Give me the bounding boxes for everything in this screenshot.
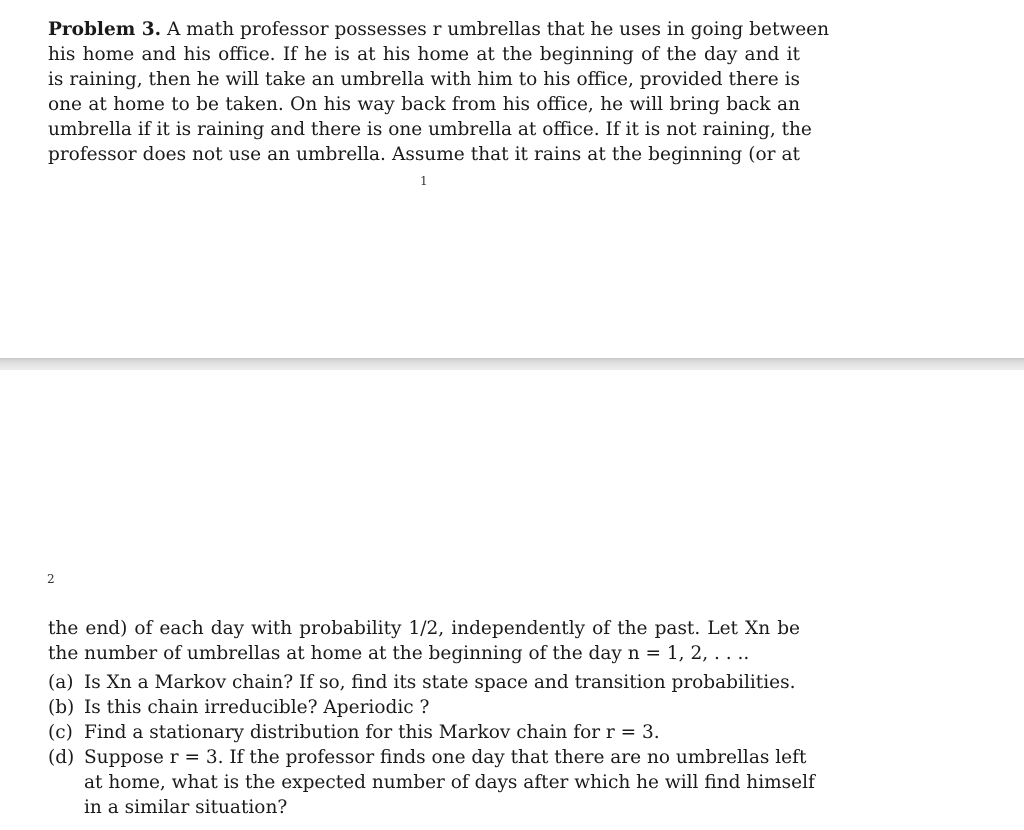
item-d-continuation-2: in a similar situation? xyxy=(84,797,288,818)
text-line-4: one at home to be taken. On his way back from his office, he will bring back an xyxy=(48,94,800,115)
page-number-1: 1 xyxy=(420,174,428,188)
item-text-b: Is this chain irreducible? Aperiodic ? xyxy=(84,697,430,718)
text-line-1 xyxy=(48,17,830,42)
text-line-6: professor does not use an umbrella. Assume that it rains at the beginning (or at xyxy=(48,144,800,165)
text-line-5: umbrella if it is raining and there is one umbrella at office. If it is not raining, the xyxy=(48,119,812,140)
item-label-d: (d) xyxy=(48,747,75,768)
item-text-d: Suppose r = 3. If the professor finds one day that there are no umbrellas left xyxy=(84,747,807,768)
page-1 xyxy=(0,0,1024,358)
intro-line-2: the number of umbrellas at home at the beginning of the day n = 1, 2, . . .. xyxy=(48,643,750,664)
item-text-a: Is Xn a Markov chain? If so, find its state space and transition probabilities. xyxy=(84,672,796,693)
page-separator xyxy=(0,358,1024,370)
item-label-a: (a) xyxy=(48,672,74,693)
list-item-c xyxy=(48,720,800,745)
list-item-a xyxy=(48,670,800,695)
item-text-c: Find a stationary distribution for this Markov chain for r = 3. xyxy=(84,722,660,743)
item-label-b: (b) xyxy=(48,697,75,718)
page-number-2: 2 xyxy=(47,572,55,586)
page-2 xyxy=(0,370,1024,830)
item-d-continuation-1: at home, what is the expected number of days after which he will find himself xyxy=(84,772,815,793)
intro-line-1: the end) of each day with probability 1/2, independently of the past. Let Xn be xyxy=(48,618,800,639)
text-line-2: his home and his office. If he is at his home at the beginning of the day and it xyxy=(48,44,800,65)
item-label-c: (c) xyxy=(48,722,73,743)
problem-heading: Problem 3. xyxy=(48,19,162,40)
text-line-3: is raining, then he will take an umbrella with him to his office, provided there is xyxy=(48,69,800,90)
list-item-d xyxy=(48,745,807,770)
text-line-1-body: A math professor possesses r umbrellas that he uses in going between xyxy=(161,19,830,40)
list-item-b xyxy=(48,695,800,720)
